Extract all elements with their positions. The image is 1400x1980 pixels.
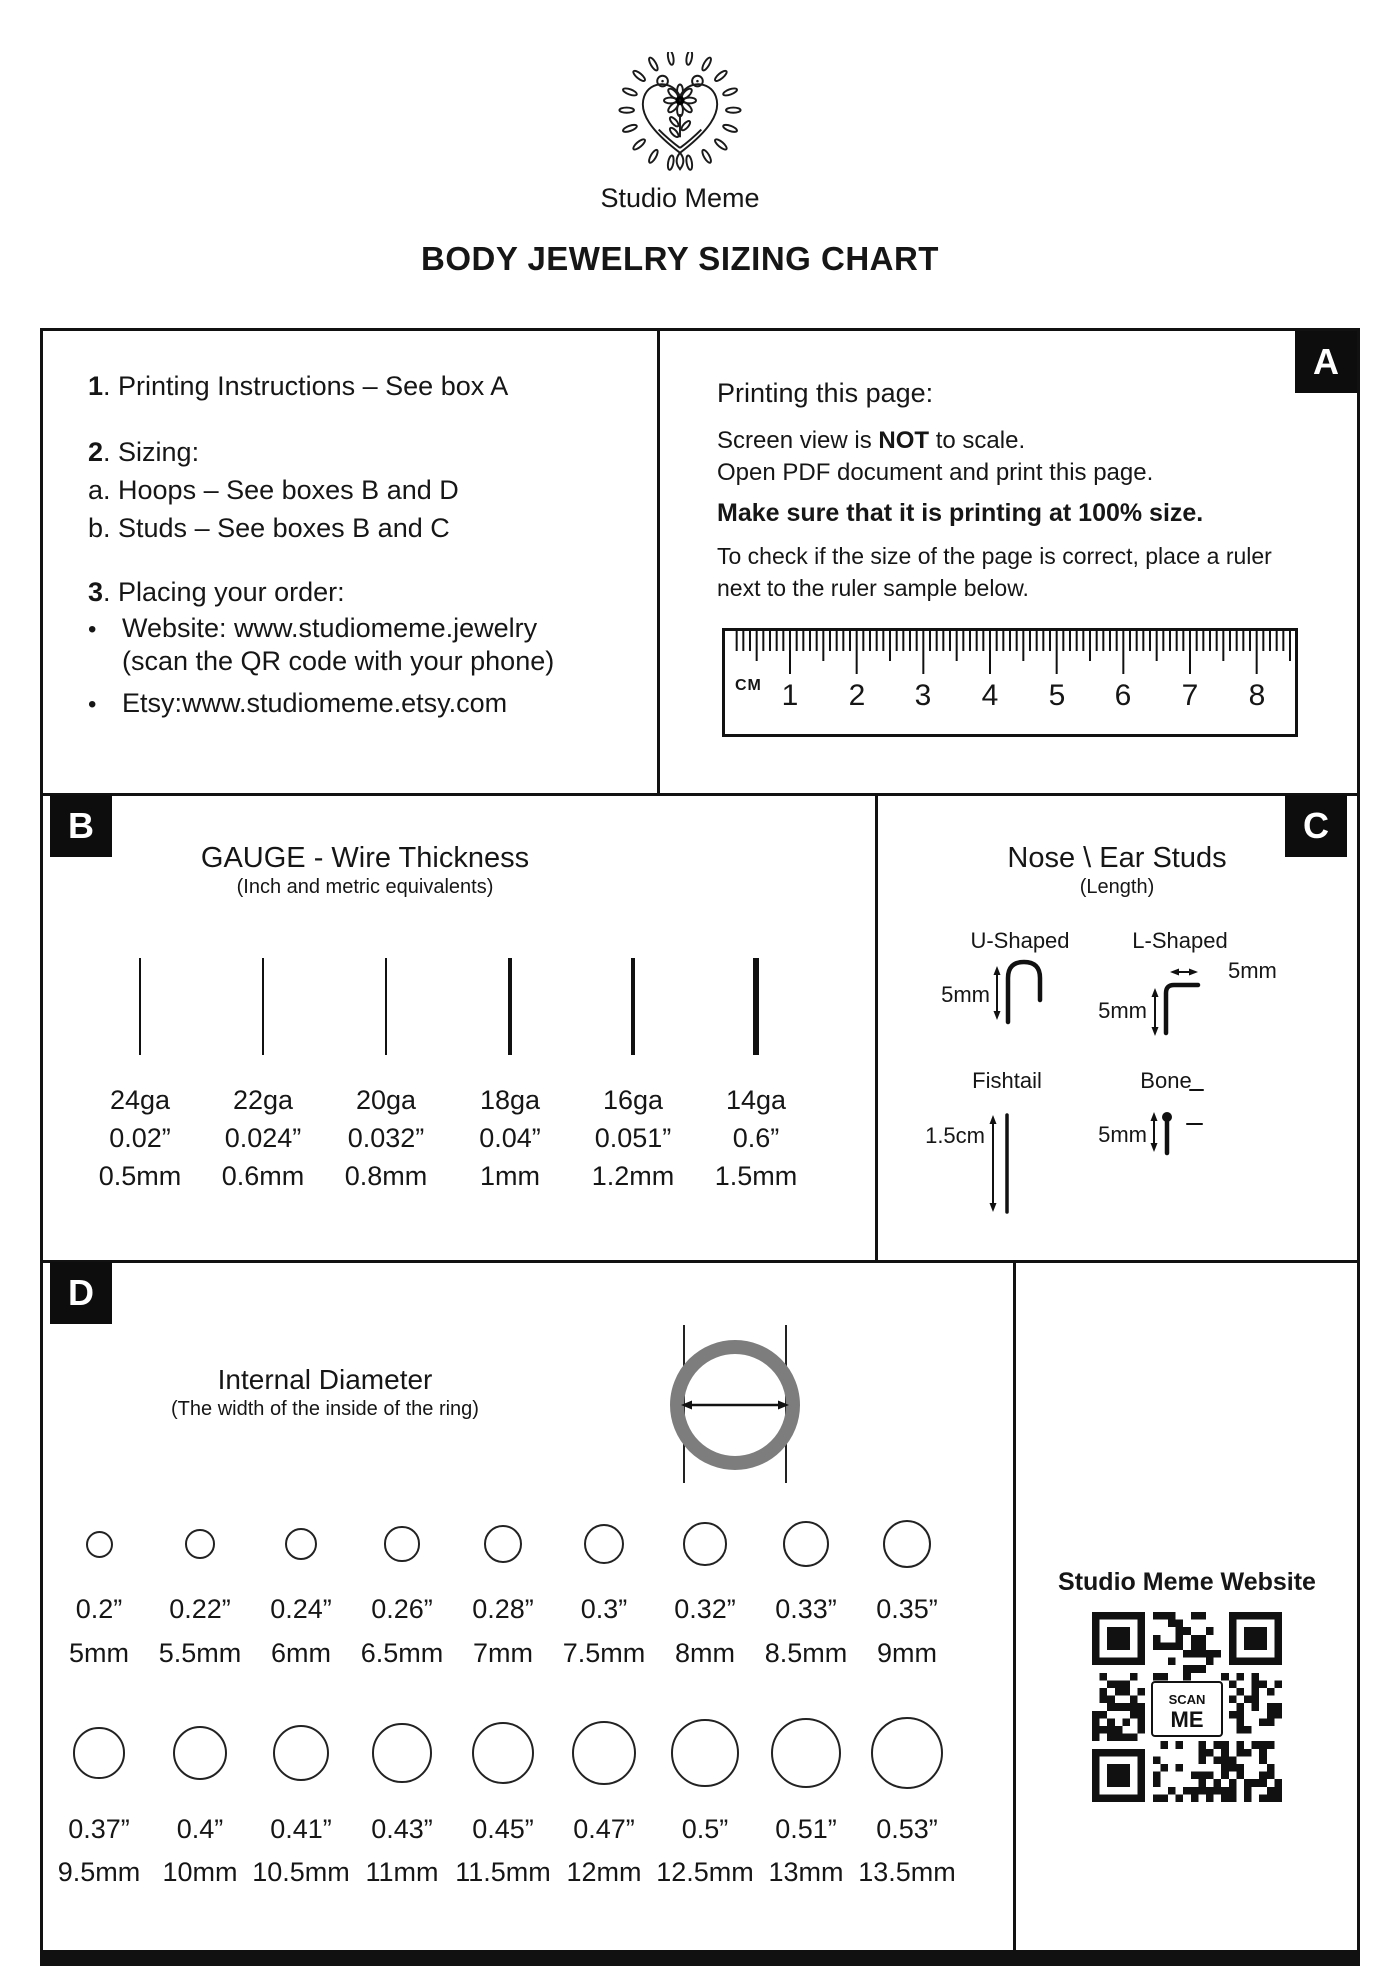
diameter-circle [73, 1727, 124, 1778]
diameter-item [650, 1713, 760, 1887]
box-a-line-2: Open PDF document and print this page. [717, 459, 1154, 486]
diameter-item [751, 1713, 861, 1887]
diameter-item [549, 1713, 659, 1887]
bullet-icon: • [88, 616, 97, 643]
bottom-bar [40, 1950, 1360, 1966]
gauge-wire-line [753, 958, 758, 1055]
diameter-item [44, 1713, 154, 1887]
gauge-wire-line [631, 958, 635, 1055]
gauge-inch: 0.6” [732, 1123, 780, 1153]
diameter-inch: 0.51” [775, 1814, 837, 1844]
gauge-wire-line [139, 958, 141, 1055]
qr-me-text: ME [1170, 1707, 1204, 1732]
diameter-item [347, 1504, 457, 1668]
diameter-inch: 0.22” [169, 1594, 231, 1624]
etsy-url: Etsy:www.studiomeme.etsy.com [122, 688, 508, 718]
diameter-circle [372, 1723, 431, 1782]
gauge-inch: 0.032” [347, 1123, 425, 1153]
gauge-size: 22ga [232, 1085, 294, 1115]
website-bullet [88, 612, 537, 646]
gauge-item [450, 958, 570, 1191]
instruction-text: . Printing Instructions – See box A [103, 371, 509, 401]
instruction-line-2b: b. Studs – See boxes B and C [88, 513, 450, 543]
diameter-item [246, 1713, 356, 1887]
bone-arrow-icon [1151, 1112, 1158, 1152]
diameter-item [852, 1713, 962, 1887]
divider [40, 1260, 1360, 1263]
ruler-number: 1 [781, 679, 799, 712]
diameter-circle [671, 1719, 739, 1787]
diameter-circle [285, 1528, 317, 1560]
diameter-inch: 0.45” [472, 1814, 534, 1844]
diameter-circle [584, 1524, 625, 1565]
ruler-unit-label: CM [735, 677, 762, 694]
l-left-arrow-icon [1152, 988, 1159, 1036]
gauge-inch: 0.02” [109, 1123, 171, 1153]
gauge-mm: 0.6mm [221, 1161, 305, 1191]
box-a-heading: Printing this page: [717, 378, 934, 408]
gauge-size: 20ga [355, 1085, 417, 1115]
instruction-line-2 [88, 436, 199, 468]
diameter-circle [472, 1722, 534, 1784]
gauge-item [573, 958, 693, 1191]
text-bold: NOT [878, 427, 930, 454]
instruction-line-2a: a. Hoops – See boxes B and D [88, 475, 459, 505]
diameter-circle [384, 1526, 419, 1561]
divider [657, 331, 660, 793]
gauge-mm: 1.5mm [714, 1161, 798, 1191]
qr-heading: Studio Meme Website [1058, 1568, 1316, 1596]
diameter-circle [683, 1522, 726, 1565]
box-c-subheading: (Length) [1079, 876, 1155, 898]
instruction-number: 3 [88, 577, 104, 607]
diameter-item [145, 1504, 255, 1668]
stud-diagrams [875, 793, 1360, 1260]
instruction-text: . Placing your order: [103, 577, 345, 607]
etsy-bullet [88, 687, 507, 721]
brand-name: Studio Meme [600, 183, 760, 213]
box-b-label: B [50, 795, 112, 857]
ruler-sample [722, 628, 1298, 737]
box-b-heading: GAUGE - Wire Thickness [200, 842, 530, 874]
diameter-arrow-icon [679, 1396, 791, 1414]
diameter-mm: 12.5mm [656, 1857, 754, 1887]
u-shaped-length: 5mm [941, 982, 990, 1007]
diameter-inch: 0.43” [371, 1814, 433, 1844]
diameter-inch: 0.5” [681, 1814, 729, 1844]
diameter-mm: 11.5mm [455, 1857, 551, 1887]
ruler-number: 8 [1248, 679, 1266, 712]
gauge-wire-line [262, 958, 264, 1055]
instruction-line-1 [88, 370, 508, 402]
u-arrow-icon [994, 966, 1001, 1020]
diameter-mm: 8.5mm [764, 1638, 848, 1668]
gauge-item [696, 958, 816, 1191]
diameter-inch: 0.33” [775, 1594, 837, 1624]
diameter-item [44, 1504, 154, 1668]
diameter-circle [771, 1718, 841, 1788]
diameter-mm: 9.5mm [57, 1857, 141, 1887]
diameter-circle [883, 1520, 932, 1569]
bone-length: 5mm [1098, 1122, 1147, 1147]
gauge-item [326, 958, 446, 1191]
box-d-subheading: (The width of the inside of the ring) [171, 1398, 479, 1420]
gauge-wire-line [508, 958, 512, 1055]
box-c-label: C [1285, 795, 1347, 857]
gauge-inch: 0.04” [479, 1123, 541, 1153]
gauge-mm: 1mm [480, 1161, 540, 1191]
diameter-circle [572, 1721, 637, 1786]
l-shaped-stud-icon [1166, 985, 1198, 1033]
page-title: BODY JEWELRY SIZING CHART [421, 240, 939, 277]
l-shaped-width: 5mm [1228, 958, 1277, 983]
diameter-circle [173, 1726, 227, 1780]
ruler-number: 4 [981, 679, 999, 712]
l-shaped-length: 5mm [1098, 998, 1147, 1023]
diameter-mm: 10.5mm [252, 1857, 350, 1887]
diameter-mm: 12mm [566, 1857, 642, 1887]
divider [1013, 1263, 1016, 1950]
ruler-number: 5 [1048, 679, 1066, 712]
box-d-label: D [50, 1262, 112, 1324]
ruler-ticks [725, 631, 1295, 676]
gauge-size: 18ga [479, 1085, 541, 1115]
diameter-circle [86, 1531, 113, 1558]
gauge-item [203, 958, 323, 1191]
fishtail-label: Fishtail [972, 1068, 1042, 1093]
diameter-inch: 0.4” [176, 1814, 224, 1844]
diameter-inch: 0.2” [75, 1594, 123, 1624]
box-b-subheading: (Inch and metric equivalents) [236, 876, 494, 898]
diameter-mm: 7mm [473, 1638, 533, 1668]
gauge-wire-line [385, 958, 388, 1055]
website-url: Website: www.studiomeme.jewelry [122, 613, 538, 643]
gauge-item [80, 958, 200, 1191]
diameter-item [246, 1504, 356, 1668]
diameter-inch: 0.3” [580, 1594, 628, 1624]
diameter-mm: 13mm [768, 1857, 844, 1887]
ruler-number: 6 [1114, 679, 1132, 712]
text: to scale. [929, 427, 1026, 454]
diameter-item [650, 1504, 760, 1668]
bone-label: Bone [1140, 1068, 1192, 1093]
ruler-number: 7 [1181, 679, 1199, 712]
diameter-inch: 0.24” [270, 1594, 332, 1624]
box-d-heading: Internal Diameter [217, 1364, 433, 1395]
diameter-mm: 6.5mm [360, 1638, 444, 1668]
box-a-line-5: next to the ruler sample below. [717, 575, 1029, 601]
diameter-circle [484, 1525, 522, 1563]
box-a-line-3: Make sure that it is printing at 100% size. [717, 499, 1204, 527]
u-shaped-label: U-Shaped [970, 928, 1070, 953]
diameter-item [751, 1504, 861, 1668]
divider [40, 328, 1360, 331]
diameter-inch: 0.47” [573, 1814, 635, 1844]
gauge-size: 14ga [725, 1085, 787, 1115]
diameter-mm: 8mm [675, 1638, 735, 1668]
diameter-circle [273, 1725, 330, 1782]
diameter-inch: 0.28” [472, 1594, 534, 1624]
diameter-item [549, 1504, 659, 1668]
diameter-mm: 13.5mm [858, 1857, 956, 1887]
ruler-number: 3 [914, 679, 932, 712]
diameter-inch: 0.53” [876, 1814, 938, 1844]
divider [40, 328, 43, 1966]
instruction-text: . Sizing: [103, 437, 200, 467]
diameter-mm: 9mm [877, 1638, 937, 1668]
diameter-item [852, 1504, 962, 1668]
diameter-item [347, 1713, 457, 1887]
gauge-size: 24ga [109, 1085, 171, 1115]
u-shaped-stud-icon [1008, 962, 1040, 1022]
instruction-number: 2 [88, 437, 104, 467]
website-note: (scan the QR code with your phone) [122, 646, 555, 676]
fishtail-length: 1.5cm [925, 1123, 985, 1148]
bone-stud-icon [1162, 1112, 1172, 1153]
text: Screen view is [717, 427, 879, 454]
diameter-mm: 5.5mm [158, 1638, 242, 1668]
diameter-circle [185, 1529, 215, 1559]
ruler-number: 2 [848, 679, 866, 712]
diameter-inch: 0.32” [674, 1594, 736, 1624]
l-top-arrow-icon [1170, 969, 1198, 976]
qr-scan-text: SCAN [1168, 1692, 1206, 1707]
l-shaped-label: L-Shaped [1132, 928, 1228, 953]
bullet-icon: • [88, 691, 97, 718]
diameter-inch: 0.41” [270, 1814, 332, 1844]
diameter-inch: 0.26” [371, 1594, 433, 1624]
diameter-item [448, 1713, 558, 1887]
qr-code [1092, 1612, 1282, 1802]
gauge-inch: 0.024” [224, 1123, 302, 1153]
diameter-inch: 0.37” [68, 1814, 130, 1844]
gauge-mm: 1.2mm [591, 1161, 675, 1191]
diameter-mm: 5mm [69, 1638, 129, 1668]
diameter-item [145, 1713, 255, 1887]
gauge-mm: 0.8mm [344, 1161, 428, 1191]
diameter-inch: 0.35” [876, 1594, 938, 1624]
diameter-circle [783, 1521, 829, 1567]
instruction-number: 1 [88, 371, 104, 401]
gauge-inch: 0.051” [594, 1123, 672, 1153]
instruction-line-3 [88, 576, 345, 608]
diameter-mm: 6mm [271, 1638, 331, 1668]
studio-meme-logo-icon [610, 52, 750, 178]
diameter-mm: 7.5mm [562, 1638, 646, 1668]
diameter-item [448, 1504, 558, 1668]
gauge-size: 16ga [602, 1085, 664, 1115]
box-a-line-1 [717, 427, 1025, 455]
diameter-mm: 10mm [162, 1857, 238, 1887]
diameter-circle [871, 1717, 944, 1790]
gauge-mm: 0.5mm [98, 1161, 182, 1191]
box-a-line-4: To check if the size of the page is correct, place a ruler [717, 543, 1272, 569]
box-c-heading: Nose \ Ear Studs [1007, 842, 1227, 874]
fishtail-arrow-icon [990, 1115, 997, 1212]
box-a-label: A [1295, 331, 1357, 393]
diameter-mm: 11mm [365, 1857, 439, 1887]
